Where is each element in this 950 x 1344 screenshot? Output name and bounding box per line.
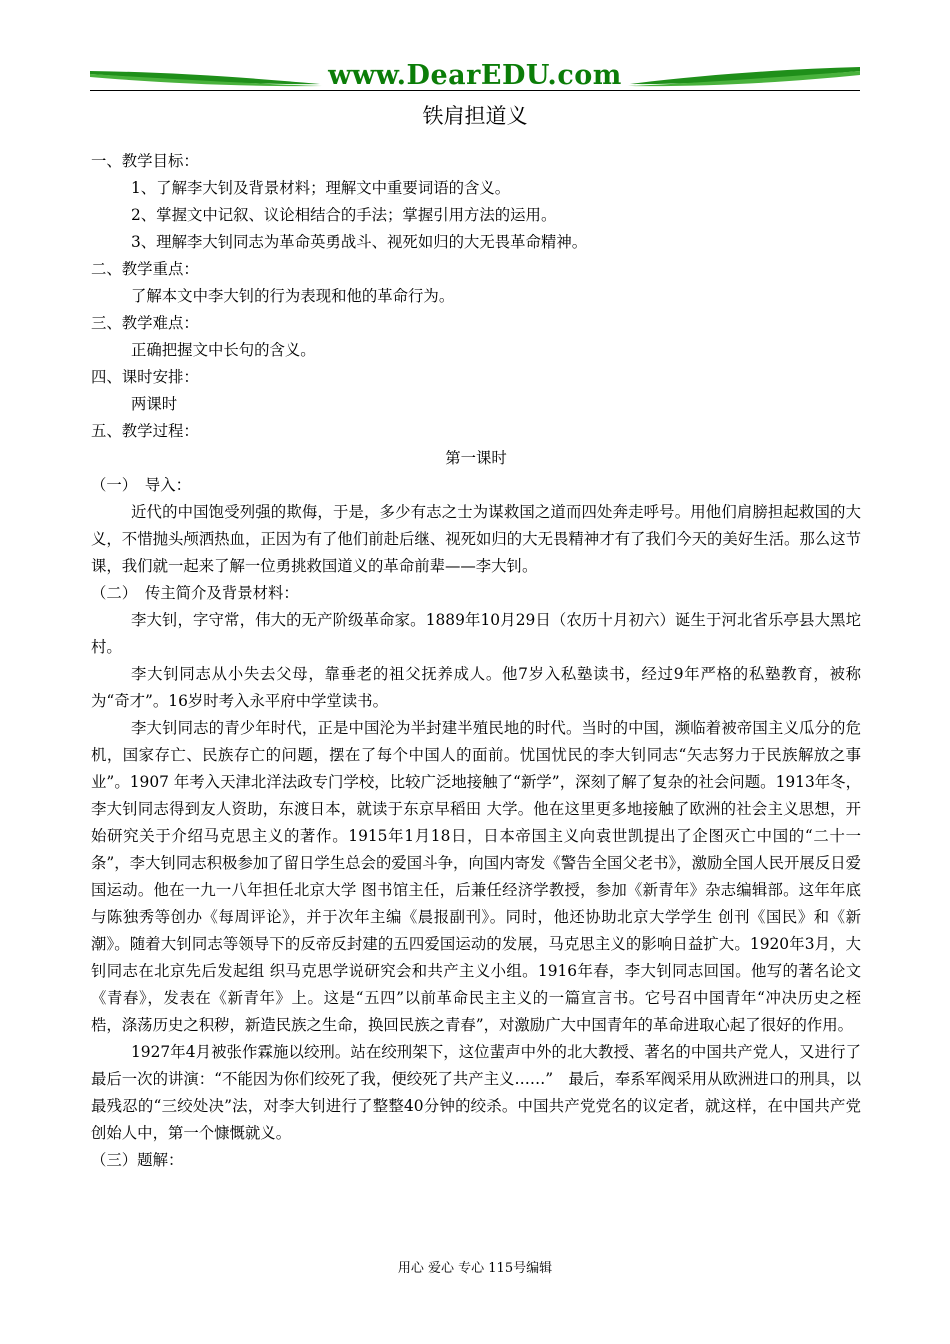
header-rule <box>90 90 860 91</box>
title-explain-heading: （三）题解： <box>91 1151 184 1169</box>
bio-paragraph: 李大钊同志的青少年时代，正是中国沦为半封建半殖民地的时代。当时的中国，濒临着被帝国主义瓜分的危机，国家存亡、民族存亡的问题，摆在了每个中国人的面前。忧国忧民的李大钊同志“矢志努力于民族解放之事业”。1907 年考入天津北洋法政专门学校，比较广泛地接触了“新学”，深刻了解了复杂的社会问题。1913年冬，李大钊同志得到友人资助，东渡日本，就读于东京早稻田 大学。他在这里更多地接触了欧洲的社会主义思想，开始研究关于介绍马克思主义的著作。1915年1月18日，日本帝国主义向袁世凯提出了企图灭亡中国的“二十一条”，李大钊同志积极参加了留日学生总会的爱国斗争，向国内寄发《警告全国父老书》，激励全国人民开展反日爱国运动。他在一九一八年担任北京大学 图书馆主任，后兼任经济学教授，参加《新青年》杂志编辑部。这年年底与陈独秀等创办《每周评论》，并于次年主编《晨报副刊》。同时，他还协助北京大学学生 创刊《国民》和《新潮》。随着大钊同志等领导下的反帝反封建的五四爱国运动的发展，马克思主义的影响日益扩大。1920年3月，大钊同志在北京先后发起组 织马克思学说研究会和共产主义小组。1916年春，李大钊同志回国。他写的著名论文《青春》，发表在《新青年》上。这是“五四”以前革命民主主义的一篇宣言书。它号召中国青年“冲决历史之桎梏，涤荡历史之积秽，新造民族之生命，换回民族之青春”，对激励广大中国青年的革命进取心起了很好的作用。 <box>91 719 861 1034</box>
bio-heading: （二） 传主简介及背景材料： <box>91 584 299 602</box>
site-header <box>90 58 860 98</box>
focus-heading: 二、教学重点： <box>91 260 199 278</box>
difficulty-text: 正确把握文中长句的含义。 <box>131 341 316 359</box>
goal-item: 2、掌握文中记叙、议论相结合的手法；掌握引用方法的运用。 <box>131 206 557 224</box>
bio-paragraph: 1927年4月被张作霖施以绞刑。站在绞刑架下，这位蜚声中外的北大教授、著名的中国共产党人，又进行了最后一次的讲演：“不能因为你们绞死了我，便绞死了共产主义……” 最后，奉系军阀采用从欧洲进口的刑具，以最残忍的“三绞处决”法，对李大钊进行了整整40分钟的绞杀。中国共产党党名的议定者，就这样，在中国共产党创始人中，第一个慷慨就义。 <box>91 1043 861 1142</box>
site-brand: www.DearEDU.com <box>328 60 622 91</box>
schedule-heading: 四、课时安排： <box>91 368 199 386</box>
bio-paragraph: 李大钊同志从小失去父母，靠垂老的祖父抚养成人。他7岁入私塾读书，经过9年严格的私塾教育，被称为“奇才”。16岁时考入永平府中学堂读书。 <box>91 665 861 710</box>
page-title: 铁肩担道义 <box>422 104 528 128</box>
difficulty-heading: 三、教学难点： <box>91 314 199 332</box>
intro-heading: （一） 导入： <box>91 476 192 494</box>
goal-item: 1、了解李大钊及背景材料；理解文中重要词语的含义。 <box>131 179 511 197</box>
document-body <box>91 148 861 1174</box>
lesson-title: 第一课时 <box>445 449 507 467</box>
page-footer: 用心 爱心 专心 115号编辑 <box>397 1261 553 1276</box>
schedule-text: 两课时 <box>131 395 178 413</box>
goals-heading: 一、教学目标： <box>91 152 199 170</box>
intro-paragraph: 近代的中国饱受列强的欺侮，于是，多少有志之士为谋救国之道而四处奔走呼号。用他们肩膀担起救国的大义，不惜抛头颅洒热血，正因为有了他们前赴后继、视死如归的大无畏精神才有了我们今天的美好生活。那么这节课，我们就一起来了解一位勇挑救国道义的革命前辈——李大钊。 <box>91 503 861 575</box>
bio-paragraph: 李大钊，字守常，伟大的无产阶级革命家。1889年10月29日（农历十月初六）诞生于河北省乐亭县大黑坨村。 <box>91 611 861 656</box>
goal-item: 3、理解李大钊同志为革命英勇战斗、视死如归的大无畏革命精神。 <box>131 233 588 251</box>
process-heading: 五、教学过程： <box>91 422 199 440</box>
focus-text: 了解本文中李大钊的行为表现和他的革命行为。 <box>131 287 455 305</box>
